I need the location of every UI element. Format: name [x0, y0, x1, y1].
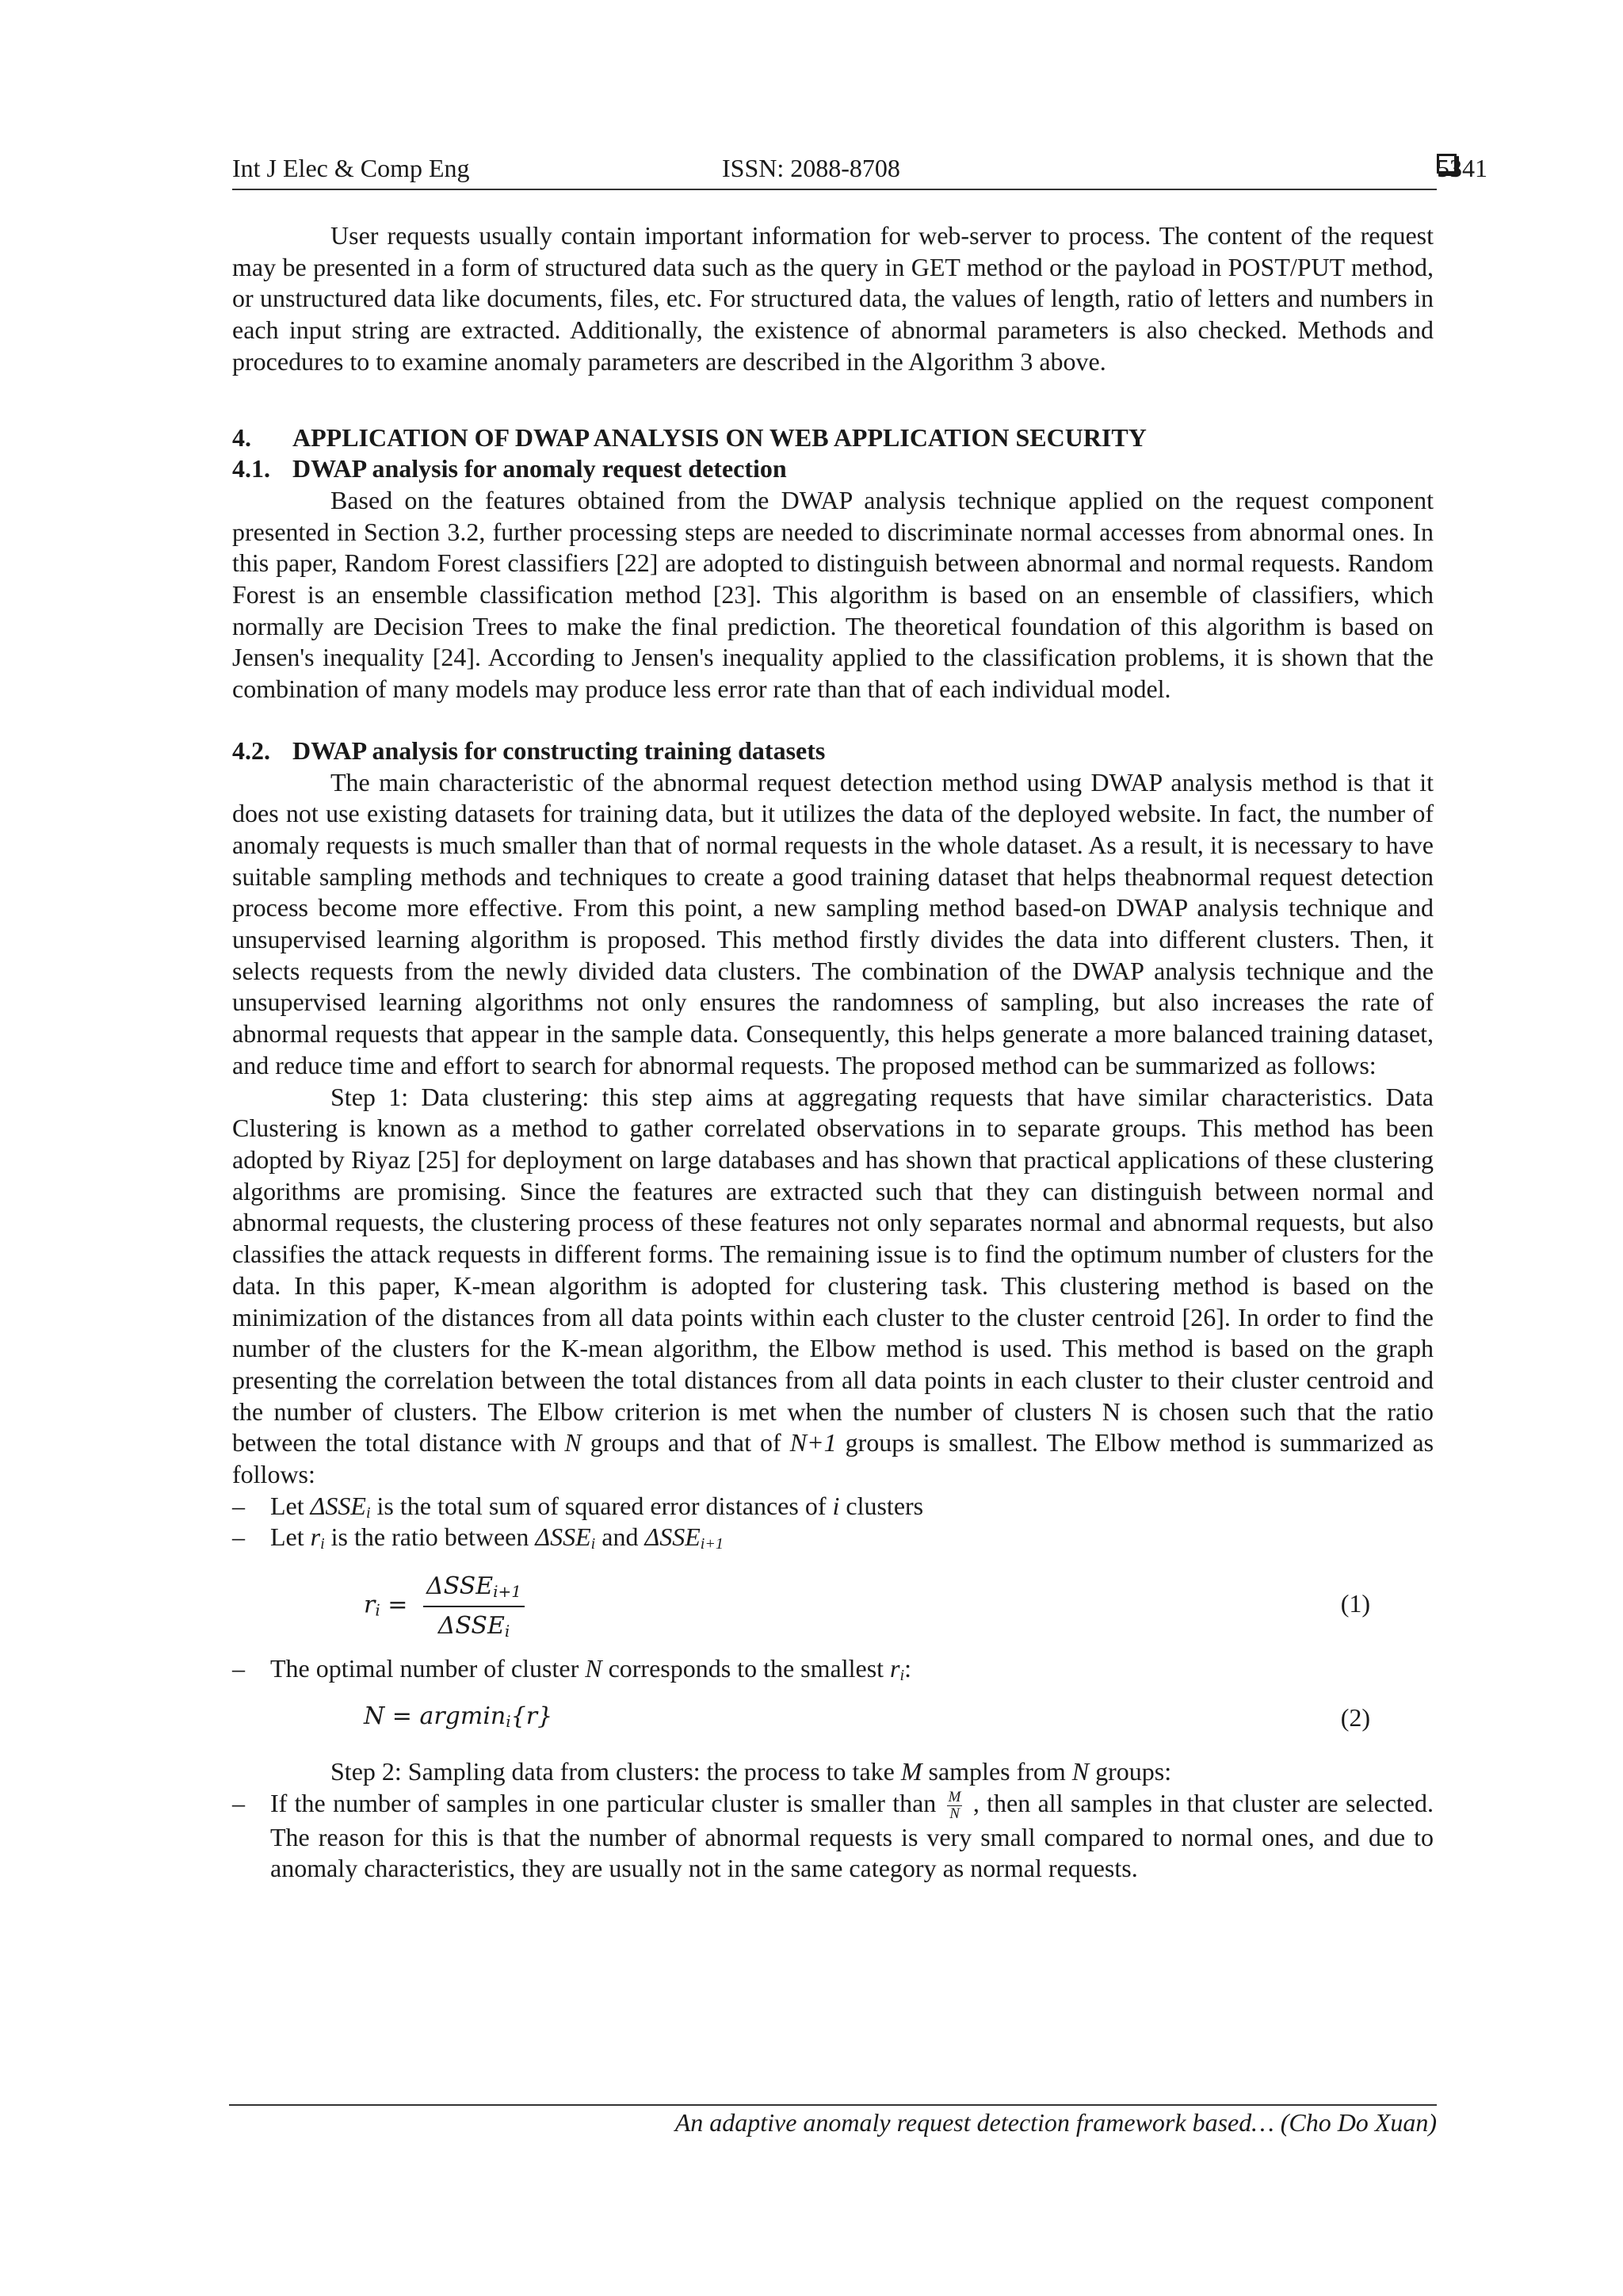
bullet-small-cluster: – If the number of samples in one particular cluster is smaller than $\frac{M}{N}$ , then all samples in that cluster are selected. The reason for this is that the number of abnormal requests is very small compared to normal ones, and due to anomaly characteristics, they are usually not in the same category as normal requests.: [232, 1788, 1434, 1883]
bullet-ratio: – Let $r_i$ is the ratio between $\Delta SSE_i$ and $\Delta SSE_{i+1}$: [232, 1522, 724, 1553]
equation-1-label: (1): [1340, 1589, 1370, 1618]
equation-1-fraction: $\frac{\Delta SSE_{i+1}}{\Delta SSE_i}$: [423, 1571, 525, 1641]
footer-rule: [229, 2104, 1437, 2106]
section-4-1-heading: 4.1. DWAP analysis for anomaly request detection: [232, 454, 787, 483]
equation-2: N = argmin$_i${r} (2): [232, 1688, 1434, 1753]
page-body: [232, 220, 1434, 1885]
step-1-paragraph: Step 1: Data clustering: this step aims at aggregating requests that have similar characteristics. Data Clustering is known as a method to gather correlated observations in to separate groups. This method has been adopted by Riyaz [25] for deployment on large databases and has shown that practical applications of these clustering algorithms are promising. Since the features are extracted such that they can distinguish between normal and abnormal requests, the clustering process of these features not only separates normal and abnormal requests, but also classifies the attack requests in different forms. The remaining issue is to find the optimum number of clusters for the data. In this paper, K-mean algorithm is adopted for clustering task. This clustering method is based on the minimization of the distances from all data points within each cluster to the cluster centroid [26]. In order to find the number of the clusters for the K-mean algorithm, the Elbow method is used. This method is based on the graph presenting the correlation between the total distances from all data points in each cluster to their cluster centroid and the number of clusters. The Elbow criterion is met when the number of clusters N is chosen such that the ratio between the total distance with N groups and that of N+1 groups is smallest. The Elbow method is summarized as follows:: [232, 1082, 1434, 1489]
bullet-optimal-n: – The optimal number of cluster N corresponds to the smallest $r_i$:: [232, 1654, 911, 1685]
equation-1: $r_i$ = $\frac{\Delta SSE_{i+1}}{\Delta SSE_i}$ (1): [364, 1572, 1370, 1641]
section-4-heading: 4. APPLICATION OF DWAP ANALYSIS ON WEB APPLICATION SECURITY: [232, 422, 1147, 452]
running-footer: An adaptive anomaly request detection framework based… (Cho Do Xuan): [674, 2108, 1437, 2137]
section-4-2-paragraph: The main characteristic of the abnormal request detection method using DWAP analysis method is that it does not use existing datasets for training data, but it utilizes the data of the deployed website. In fact, the number of anomaly requests is much smaller than that of normal requests in the whole dataset. As a result, it is necessary to have suitable sampling methods and techniques to create a good training dataset that helps theabnormal request detection process become more effective. From this point, a new sampling method based-on DWAP analysis technique and unsupervised learning algorithm is proposed. This method firstly divides the data into different clusters. Then, it selects requests from the newly divided data clusters. The combination of the DWAP analysis technique and the unsupervised learning algorithms not only ensures the randomness of sampling, but also increases the rate of abnormal requests that appear in the sample data. Consequently, this helps generate a more balanced training dataset, and reduce time and effort to search for abnormal requests. The proposed method can be summarized as follows:: [232, 767, 1434, 1079]
m-over-n-fraction: $\frac{M}{N}$: [948, 1788, 961, 1822]
header-rule: [232, 189, 1437, 190]
issn: ISSN: 2088-8708: [722, 154, 900, 182]
equation-2-label: (2): [1340, 1702, 1370, 1732]
journal-name: Int J Elec & Comp Eng: [232, 154, 470, 182]
intro-paragraph: User requests usually contain important information for web-server to process. The content of the request may be presented in a form of structured data such as the query in GET method or the payload in POST/PUT method, or unstructured data like documents, files, etc. For structured data, the values of length, ratio of letters and numbers in each input string are extracted. Additionally, the existence of abnormal parameters is also checked. Methods and procedures to to examine anomaly parameters are described in the Algorithm 3 above.: [232, 221, 1434, 376]
section-4-2-heading: 4.2. DWAP analysis for constructing training datasets: [232, 735, 826, 765]
page-number: 5341: [1437, 154, 1487, 182]
step-2-paragraph: Step 2: Sampling data from clusters: the process to take M samples from N groups:: [330, 1756, 1172, 1786]
page-header: [232, 154, 1487, 190]
bullet-delta-sse: – Let $\Delta SSE_i$ is the total sum of squared error distances of i clusters: [232, 1491, 924, 1522]
section-4-1-paragraph: Based on the features obtained from the DWAP analysis technique applied on the request component presented in Section 3.2, further processing steps are needed to discriminate normal accesses from abnormal ones. In this paper, Random Forest classifiers [22] are adopted to distinguish between abnormal and normal requests. Random Forest is an ensemble classification method [23]. This algorithm is based on an ensemble of classifiers, which normally are Decision Trees to make the final prediction. The theoretical foundation of this algorithm is based on Jensen's inequality [24]. According to Jensen's inequality applied to the classification problems, it is shown that the combination of many models may produce less error rate than that of each individual model.: [232, 485, 1434, 704]
